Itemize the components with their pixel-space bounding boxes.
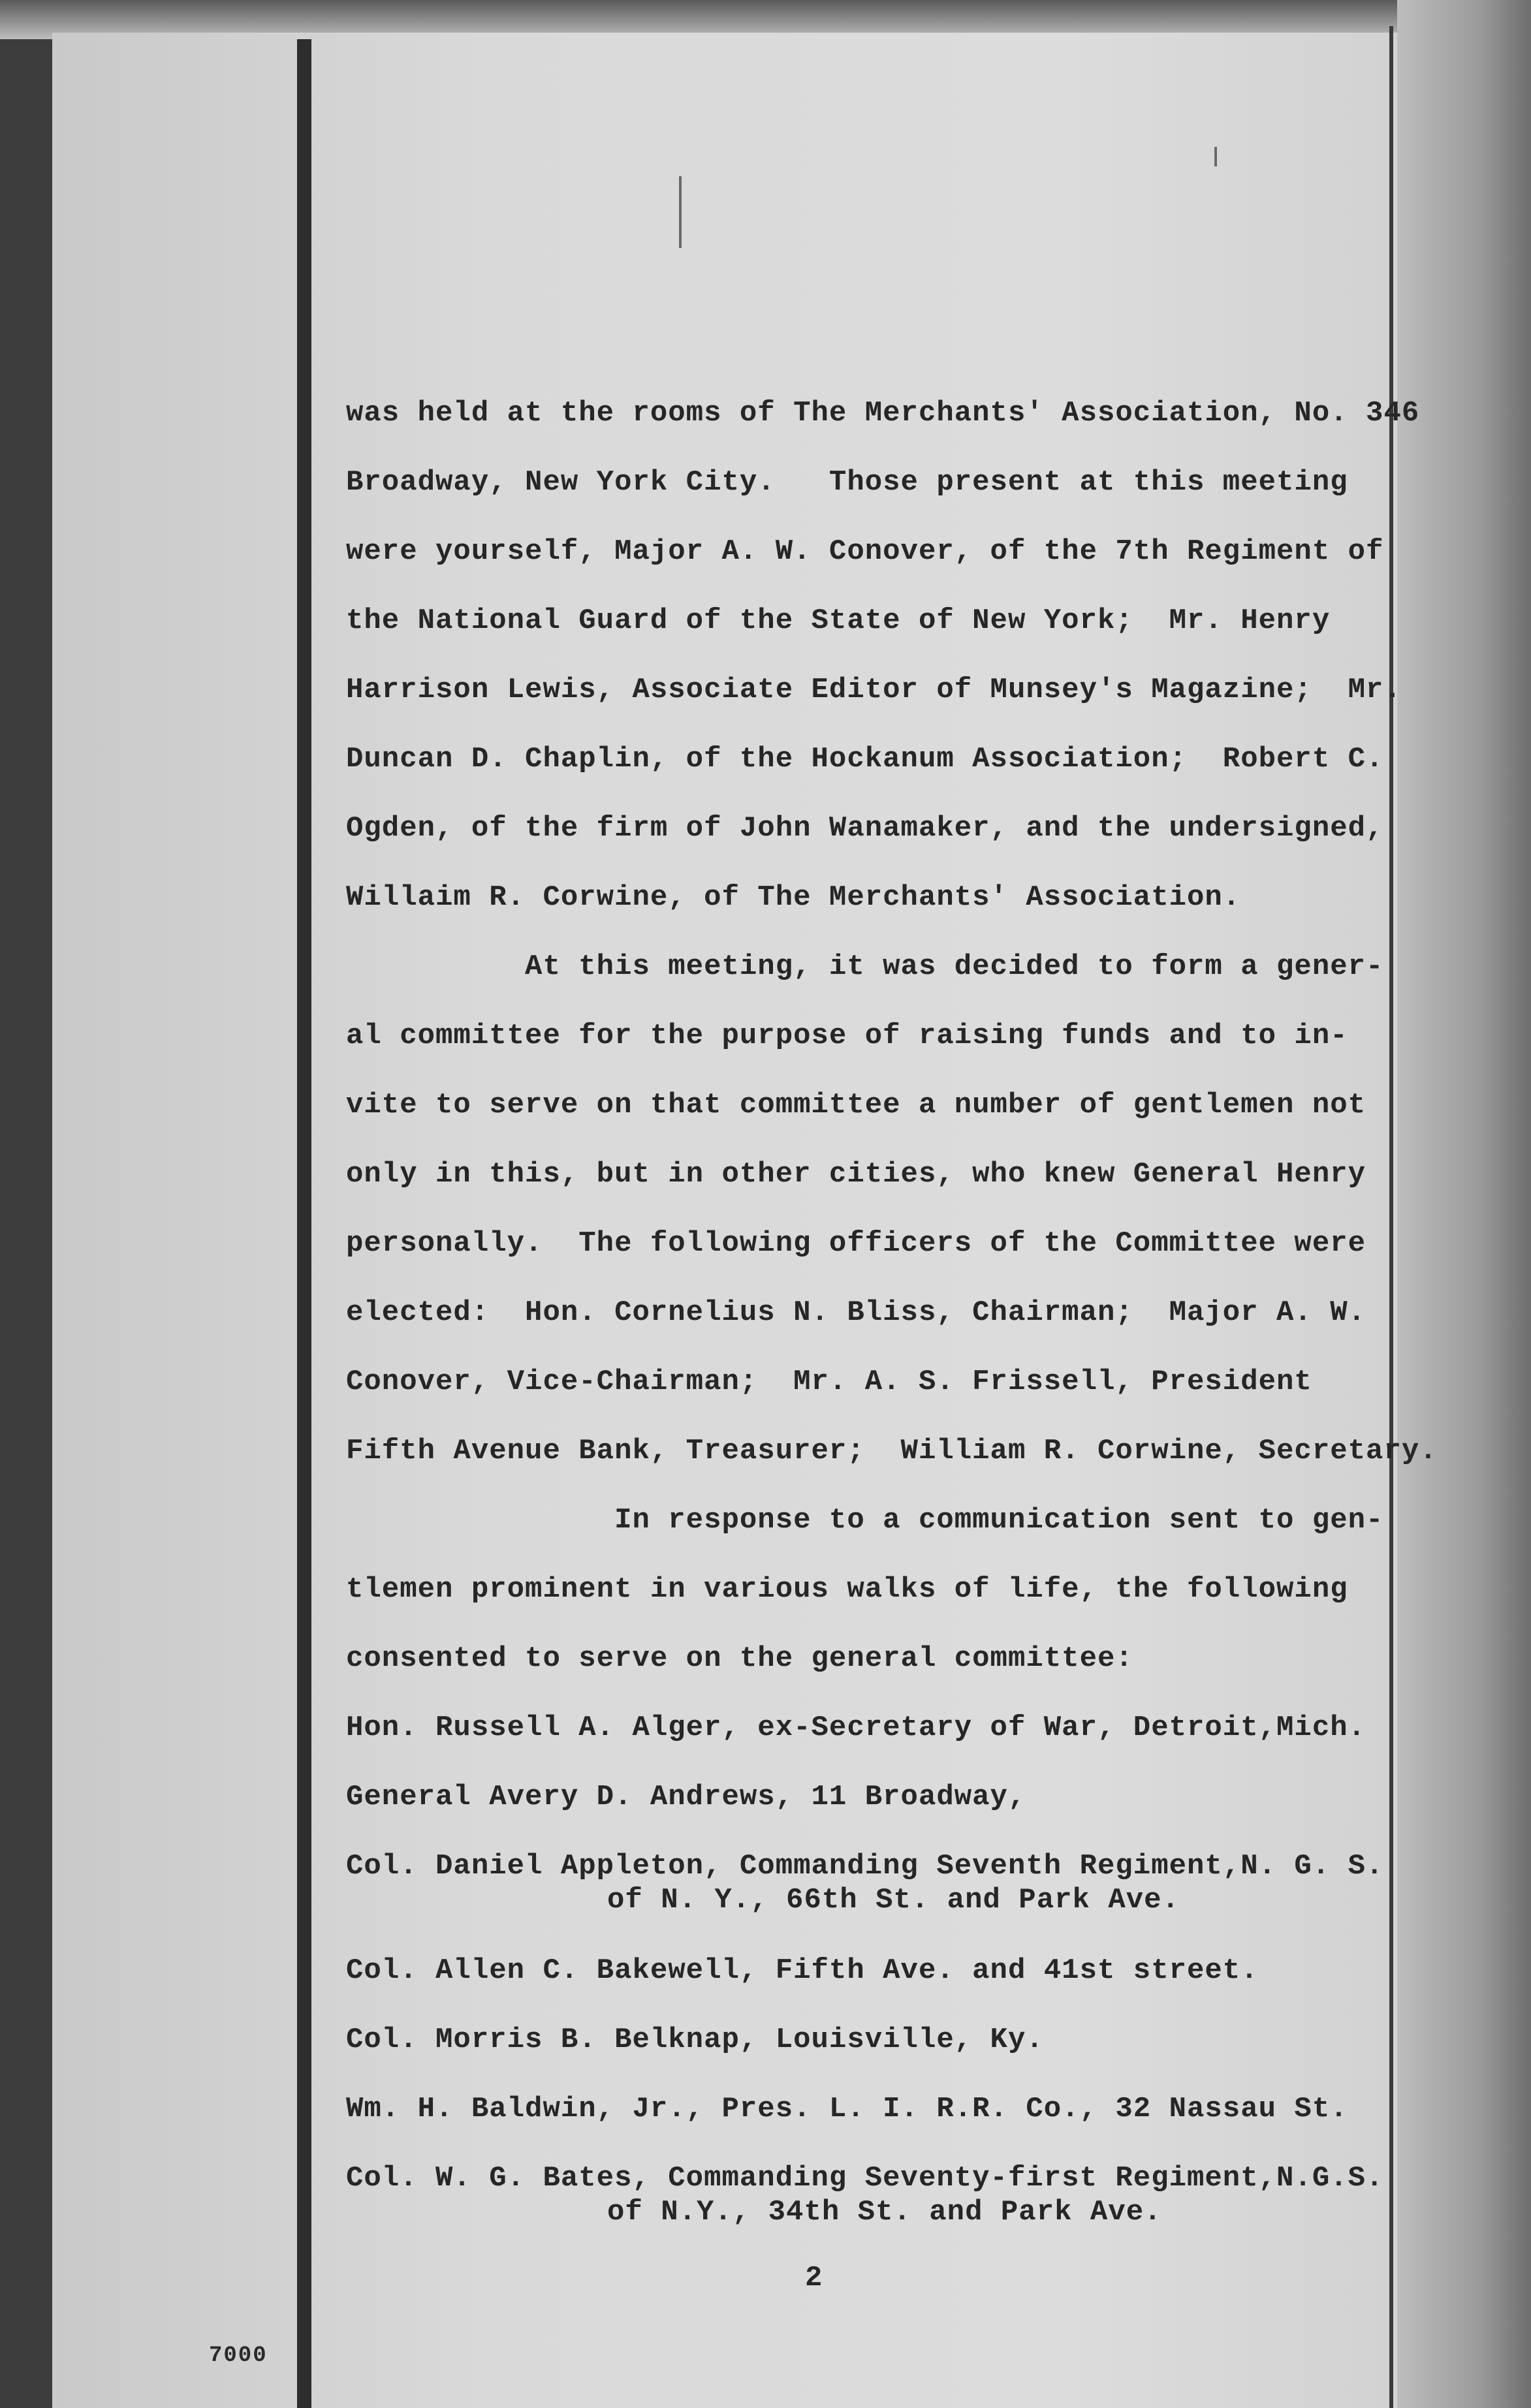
committee-member: Col. Allen C. Bakewell, Fifth Ave. and 41st street. [346,1954,1259,1987]
committee-member: Col. Daniel Appleton, Commanding Seventh Regiment,N. G. S. [346,1850,1384,1883]
body-line: were yourself, Major A. W. Conover, of the 7th Regiment of [346,535,1384,568]
body-line: al committee for the purpose of raising funds and to in- [346,1020,1348,1052]
right-edge-strip [1397,0,1531,2408]
committee-member: General Avery D. Andrews, 11 Broadway, [346,1781,1026,1813]
body-line: tlemen prominent in various walks of life, the following [346,1573,1348,1606]
body-line: Fifth Avenue Bank, Treasurer; William R. Corwine, Secretary. [346,1435,1438,1467]
frame-number: 7000 [209,2343,268,2368]
page-number: 2 [805,2262,823,2294]
body-line: the National Guard of the State of New York; Mr. Henry [346,604,1331,637]
body-line: In response to a communication sent to gen- [346,1504,1384,1537]
body-line: only in this, but in other cities, who knew General Henry [346,1158,1366,1191]
body-line: consented to serve on the general committee: [346,1642,1133,1675]
scan-speck [1214,147,1217,166]
body-line: vite to serve on that committee a number of gentlemen not [346,1089,1366,1121]
body-line: elected: Hon. Cornelius N. Bliss, Chairman; Major A. W. [346,1296,1366,1329]
body-line: At this meeting, it was decided to form a gener- [346,950,1384,983]
body-line: Conover, Vice-Chairman; Mr. A. S. Frissell, President [346,1366,1312,1398]
body-line: personally. The following officers of the Committee were [346,1227,1366,1260]
committee-member-cont: of N. Y., 66th St. and Park Ave. [607,1884,1180,1916]
committee-member: Hon. Russell A. Alger, ex-Secretary of War, Detroit,Mich. [346,1712,1366,1744]
body-line: Harrison Lewis, Associate Editor of Munsey's Magazine; Mr. [346,674,1402,706]
body-line: Broadway, New York City. Those present at this meeting [346,466,1348,499]
left-margin-rule [297,39,311,2408]
body-line: was held at the rooms of The Merchants' Association, No. 346 [346,397,1420,430]
right-margin-rule [1389,26,1393,2408]
committee-member-cont: of N.Y., 34th St. and Park Ave. [607,2196,1162,2228]
committee-member: Col. W. G. Bates, Commanding Seventy-first Regiment,N.G.S. [346,2162,1384,2195]
scan-speck [679,176,682,248]
committee-member: Col. Morris B. Belknap, Louisville, Ky. [346,2024,1044,2056]
body-line: Willaim R. Corwine, of The Merchants' Association. [346,881,1241,914]
committee-member: Wm. H. Baldwin, Jr., Pres. L. I. R.R. Co., 32 Nassau St. [346,2093,1348,2125]
body-line: Ogden, of the firm of John Wanamaker, and the undersigned, [346,812,1384,845]
body-line: Duncan D. Chaplin, of the Hockanum Association; Robert C. [346,743,1384,775]
